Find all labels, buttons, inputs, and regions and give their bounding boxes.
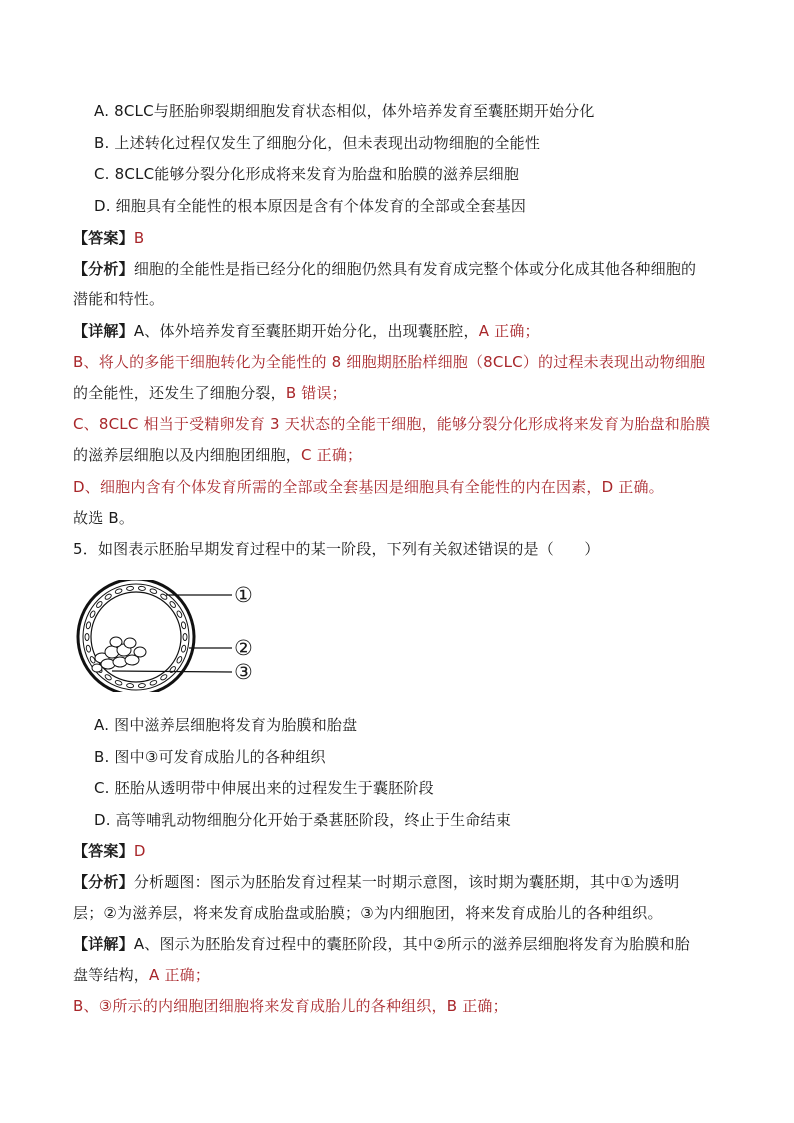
label-2: ② xyxy=(234,636,253,660)
q4-detail-d xyxy=(73,477,664,497)
detail-text: 盘等结构， xyxy=(73,966,150,984)
q5-detail-a-1 xyxy=(73,934,690,954)
detail-text: 的全能性，还发生了细胞分裂， xyxy=(73,384,286,402)
detail-text: B、③所示的内细胞团细胞将来发育成胎儿的各种组织， xyxy=(73,997,447,1015)
detail-text: A、体外培养发育至囊胚期开始分化，出现囊胚腔， xyxy=(133,322,479,340)
answer-label: 【答案】 xyxy=(73,842,134,860)
q5-detail-a-2 xyxy=(73,965,210,985)
detail-label: 【详解】 xyxy=(73,322,134,340)
analysis-label: 【分析】 xyxy=(73,260,134,278)
q4-detail-a xyxy=(73,321,540,341)
detail-verdict: B 正确； xyxy=(446,997,508,1015)
detail-verdict: D 正确。 xyxy=(601,478,664,496)
q4-analysis-line-2: 潜能和特性。 xyxy=(73,290,165,308)
q4-detail-c-1: C、8CLC 相当于受精卵发育 3 天状态的全能干细胞，能够分裂分化形成将来发育为胎盘和胎膜 xyxy=(73,415,711,433)
q5-option-d: D. 高等哺乳动物细胞分化开始于桑葚胚阶段，终止于生命结束 xyxy=(94,811,511,829)
detail-label: 【详解】 xyxy=(73,935,134,953)
q5-answer xyxy=(73,841,146,861)
analysis-label: 【分析】 xyxy=(73,873,134,891)
detail-text: 的滋养层细胞以及内细胞团细胞， xyxy=(73,446,302,464)
detail-verdict: B 错误； xyxy=(285,384,347,402)
answer-value: B xyxy=(133,229,145,247)
detail-verdict: C 正确； xyxy=(301,446,363,464)
q4-detail-b-2 xyxy=(73,383,347,403)
detail-text: A、图示为胚胎发育过程中的囊胚阶段，其中②所示的滋养层细胞将发育为胎膜和胎 xyxy=(133,935,690,953)
q5-option-c: C. 胚胎从透明带中伸展出来的过程发生于囊胚阶段 xyxy=(94,779,434,797)
detail-verdict: A 正确； xyxy=(149,966,211,984)
q5-analysis-line-1 xyxy=(73,872,679,892)
q4-option-c: C. 8CLC能够分裂分化形成将来发育为胎盘和胎膜的滋养层细胞 xyxy=(94,165,520,183)
analysis-text: 分析题图：图示为胚胎发育过程某一时期示意图，该时期为囊胚期，其中①为透明 xyxy=(133,873,680,891)
q4-option-b: B. 上述转化过程仅发生了细胞分化，但未表现出动物细胞的全能性 xyxy=(94,134,541,152)
q4-detail-c-2 xyxy=(73,445,362,465)
q4-analysis-line-1 xyxy=(73,259,696,279)
q5-option-b: B. 图中③可发育成胎儿的各种组织 xyxy=(94,748,326,766)
q5-option-a: A. 图中滋养层细胞将发育为胎膜和胎盘 xyxy=(94,716,358,734)
q4-option-a: A. 8CLC与胚胎卵裂期细胞发育状态相似，体外培养发育至囊胚期开始分化 xyxy=(94,102,595,120)
answer-label: 【答案】 xyxy=(73,229,134,247)
label-3: ③ xyxy=(234,660,253,684)
detail-text: D、细胞内含有个体发育所需的全部或全套基因是细胞具有全能性的内在因素， xyxy=(73,478,602,496)
label-1: ① xyxy=(234,583,253,607)
detail-verdict: A 正确； xyxy=(478,322,540,340)
blastocyst-figure xyxy=(72,580,272,692)
q4-option-d: D. 细胞具有全能性的根本原因是含有个体发育的全部或全套基因 xyxy=(94,197,527,215)
q4-conclusion: 故选 B。 xyxy=(73,509,135,527)
q4-answer xyxy=(73,228,144,248)
analysis-text: 细胞的全能性是指已经分化的细胞仍然具有发育成完整个体或分化成其他各种细胞的 xyxy=(133,260,697,278)
q5-stem: 5．如图表示胚胎早期发育过程中的某一阶段，下列有关叙述错误的是（ ） xyxy=(73,540,600,558)
answer-value: D xyxy=(133,842,146,860)
q4-detail-b-1: B、将人的多能干细胞转化为全能性的 8 细胞期胚胎样细胞（8CLC）的过程未表现出动物细胞 xyxy=(73,353,706,371)
q5-detail-b xyxy=(73,996,508,1016)
q5-analysis-line-2: 层；②为滋养层，将来发育成胎盘或胎膜；③为内细胞团，将来发育成胎儿的各种组织。 xyxy=(73,904,663,922)
